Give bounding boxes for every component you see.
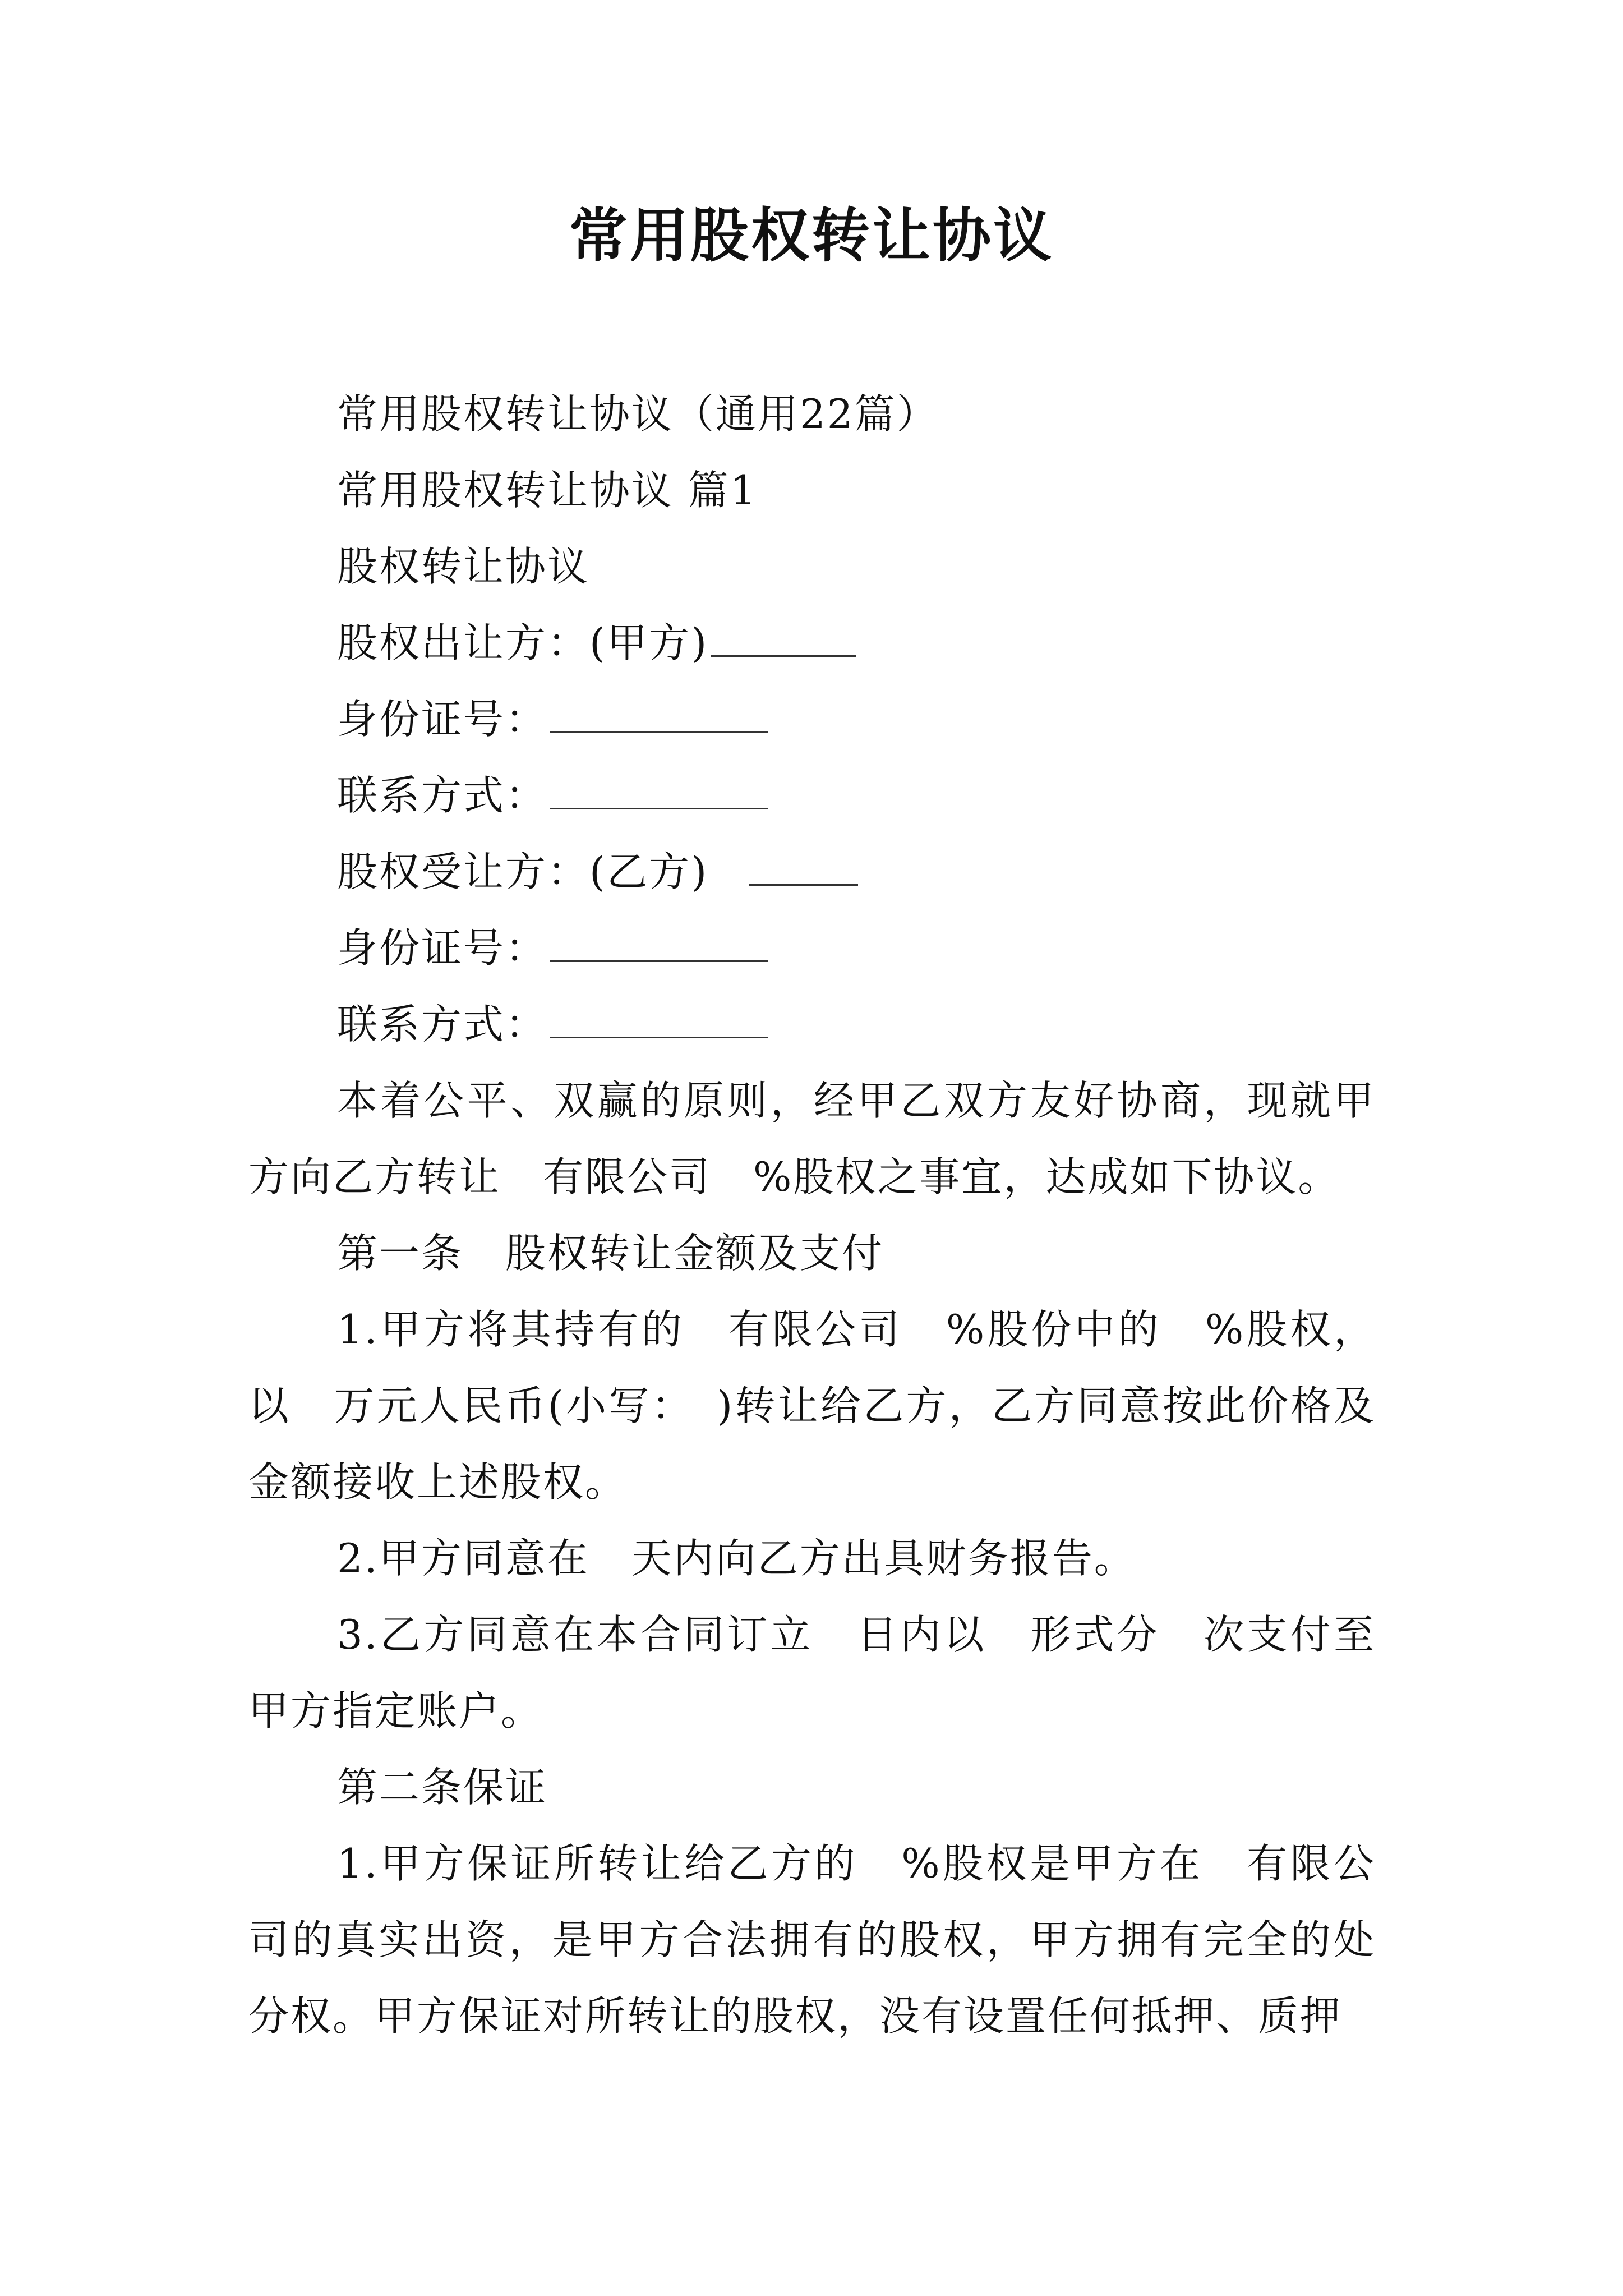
party-a-id-label: 身份证号： (337, 696, 548, 743)
party-b-contact-label: 联系方式： (337, 1001, 548, 1048)
article-2-title: 第二条保证 (337, 1764, 548, 1811)
party-a-id-blank (550, 697, 768, 733)
party-b-line (248, 834, 1376, 910)
document-title: 常用股权转让协议 (569, 201, 1054, 270)
party-a-contact-line (248, 757, 1376, 834)
party-b-contact-line (248, 986, 1376, 1062)
party-a-contact-label: 联系方式： (337, 772, 548, 819)
party-a-label: 股权出让方：(甲方) (337, 619, 709, 666)
subtitle-line: 常用股权转让协议（通用22篇） (337, 390, 939, 438)
party-b-id-blank (550, 926, 768, 962)
part-heading: 常用股权转让协议 篇1 (337, 467, 758, 514)
article-1-item-2: 2.甲方同意在 天内向乙方出具财务报告。 (337, 1535, 1136, 1582)
party-a-id-line (248, 681, 1376, 757)
party-a-contact-blank (550, 773, 768, 809)
party-b-id-label: 身份证号： (337, 924, 548, 972)
party-b-id-line (248, 910, 1376, 986)
intro-paragraph: 本着公平、双赢的原则，经甲乙双方友好协商，现就甲方向乙方转让 有限公司 %股权之事宜，达成如下协议。 (248, 1077, 1376, 1200)
party-b-contact-blank (550, 1002, 768, 1038)
party-a-blank (711, 620, 856, 657)
article-1-item-3: 3.乙方同意在本合同订立 日内以 形式分 次支付至甲方指定账户。 (248, 1611, 1376, 1734)
party-b-blank (749, 849, 858, 886)
article-2-item-1: 1.甲方保证所转让给乙方的 %股权是甲方在 有限公司的真实出资，是甲方合法拥有的股权，甲方拥有完全的处分权。甲方保证对所转让的股权，没有设置任何抵押、质押 (248, 1840, 1376, 2040)
party-a-line (248, 605, 1376, 681)
agreement-heading: 股权转让协议 (337, 543, 590, 590)
party-b-label: 股权受让方：(乙方) (337, 848, 709, 895)
article-1-title: 第一条 股权转让金额及支付 (337, 1230, 884, 1277)
article-1-item-1: 1.甲方将其持有的 有限公司 %股份中的 %股权，以 万元人民币(小写： )转让给乙方，乙方同意按此价格及金额接收上述股权。 (248, 1306, 1376, 1506)
document-body (248, 376, 1376, 2054)
